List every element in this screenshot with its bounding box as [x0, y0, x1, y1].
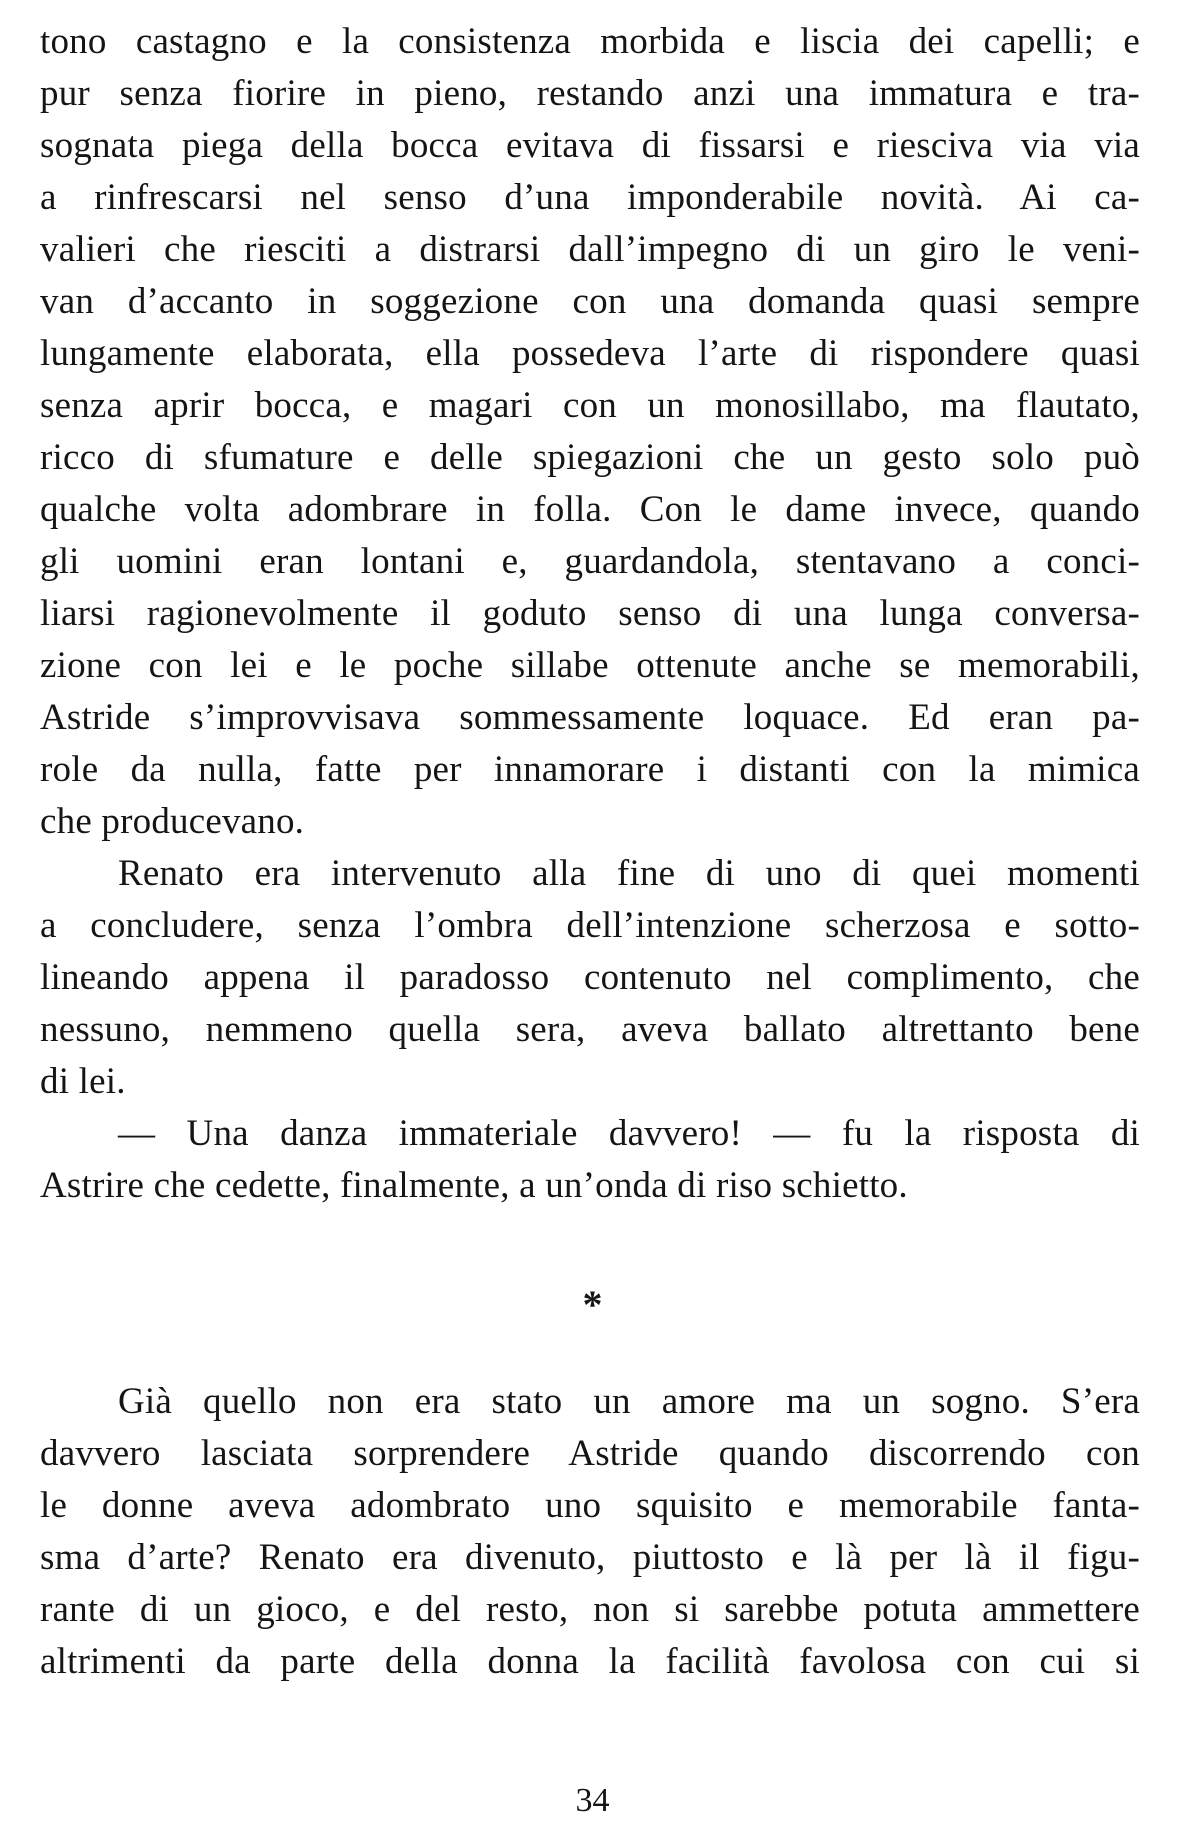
text-line: Astrire che cedette, finalmente, a un’onda di riso schietto.	[40, 1165, 908, 1206]
text-line: pur senza fiorire in pieno, restando anzi una immatura e tra-	[40, 73, 1140, 114]
text-line: senza aprir bocca, e magari con un monosillabo, ma flautato,	[40, 385, 1140, 426]
text-line: sma d’arte? Renato era divenuto, piuttosto e là per là il figu-	[40, 1537, 1140, 1578]
text-line: van d’accanto in soggezione con una domanda quasi sempre	[40, 281, 1140, 322]
text-line: rante di un gioco, e del resto, non si sarebbe potuta ammettere	[40, 1589, 1140, 1630]
text-line: qualche volta adombrare in folla. Con le dame invece, quando	[40, 489, 1140, 530]
text-line: lineando appena il paradosso contenuto nel complimento, che	[40, 957, 1140, 998]
text-line: nessuno, nemmeno quella sera, aveva ballato altrettanto bene	[40, 1009, 1140, 1050]
text-line: valieri che riesciti a distrarsi dall’impegno di un giro le veni-	[40, 229, 1140, 270]
text-line: gli uomini eran lontani e, guardandola, stentavano a conci-	[40, 541, 1140, 582]
section-separator-asterisk: *	[582, 1282, 603, 1327]
text-line: a concludere, senza l’ombra dell’intenzione scherzosa e sotto-	[40, 905, 1140, 946]
text-line: liarsi ragionevolmente il goduto senso di una lunga conversa-	[40, 593, 1140, 634]
text-line: role da nulla, fatte per innamorare i distanti con la mimica	[40, 749, 1140, 790]
text-line: tono castagno e la consistenza morbida e liscia dei capelli; e	[40, 21, 1140, 62]
text-line: altrimenti da parte della donna la facilità favolosa con cui si	[40, 1641, 1140, 1682]
page-number: 34	[575, 1782, 610, 1819]
text-line: ricco di sfumature e delle spiegazioni che un gesto solo può	[40, 437, 1140, 478]
text-line: Renato era intervenuto alla fine di uno di quei momenti	[118, 853, 1140, 894]
text-line: zione con lei e le poche sillabe ottenute anche se memorabili,	[40, 645, 1140, 686]
text-line: di lei.	[40, 1061, 126, 1102]
text-line: sognata piega della bocca evitava di fissarsi e riesciva via via	[40, 125, 1140, 166]
text-line: a rinfrescarsi nel senso d’una imponderabile novità. Ai ca-	[40, 177, 1140, 218]
text-line: davvero lasciata sorprendere Astride quando discorrendo con	[40, 1433, 1140, 1474]
text-line: che producevano.	[40, 801, 305, 842]
text-line: Già quello non era stato un amore ma un sogno. S’era	[118, 1381, 1140, 1422]
text-line: Astride s’improvvisava sommessamente loquace. Ed eran pa-	[40, 697, 1140, 738]
text-line: lungamente elaborata, ella possedeva l’arte di rispondere quasi	[40, 333, 1140, 374]
text-line: le donne aveva adombrato uno squisito e memorabile fanta-	[40, 1485, 1140, 1526]
text-line: — Una danza immateriale davvero! — fu la risposta di	[118, 1113, 1140, 1154]
